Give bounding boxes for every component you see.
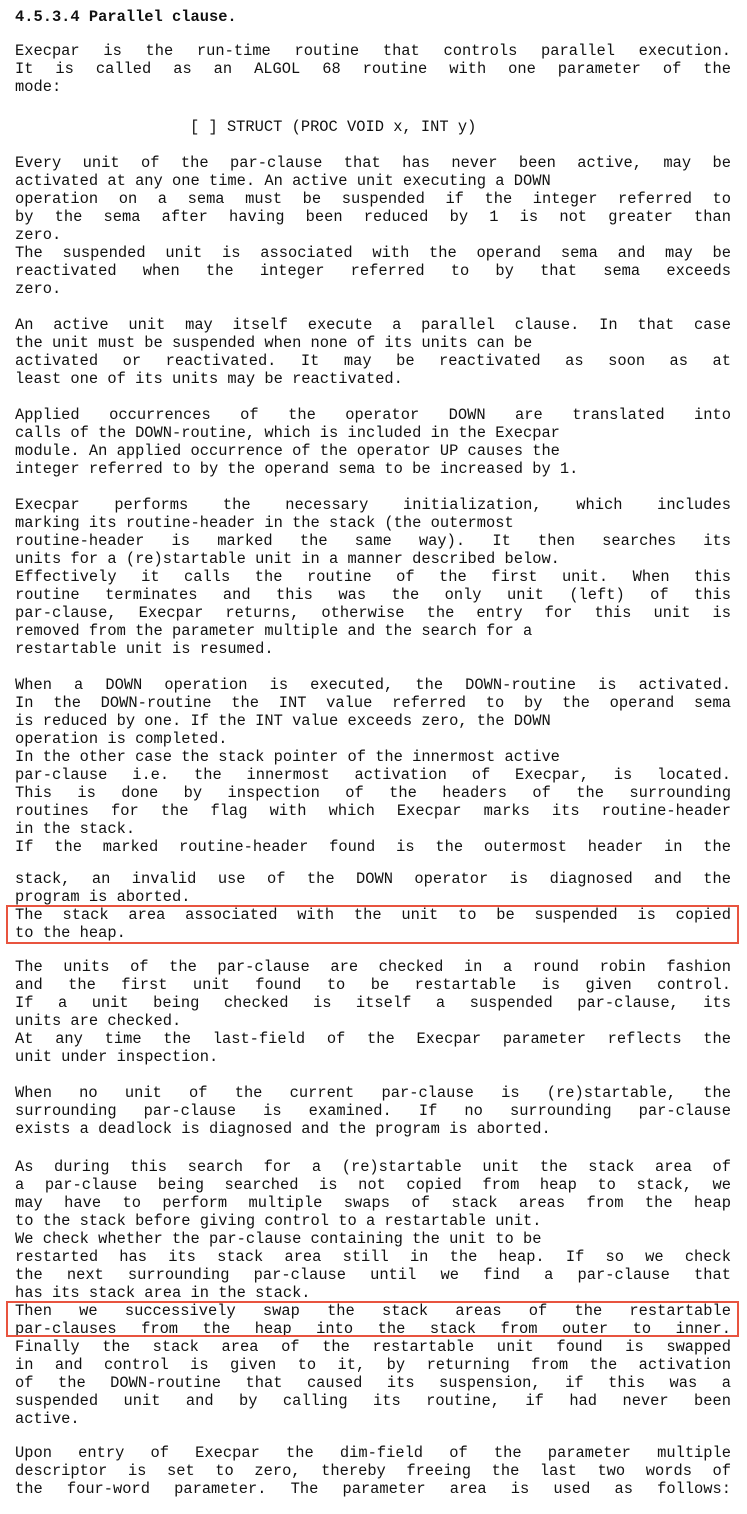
text-line: exists a deadlock is diagnosed and the program is aborted. (15, 1120, 551, 1138)
text-line: This is done by inspection of the headers of the surrounding (15, 784, 731, 802)
text-line: In the other case the stack pointer of the innermost active (15, 748, 560, 766)
highlight-box-1 (6, 905, 739, 944)
text-line: [ ] STRUCT (PROC VOID x, INT y) (190, 118, 477, 136)
text-line: program is aborted. (15, 888, 191, 906)
text-line: removed from the parameter multiple and the search for a (15, 622, 533, 640)
text-line: It is called as an ALGOL 68 routine with one parameter of the (15, 60, 731, 78)
text-line: operation is completed. (15, 730, 228, 748)
text-line: The stack area associated with the unit to be suspended is copied (15, 906, 731, 924)
text-line: routine-header is marked the same way). It then searches its (15, 532, 731, 550)
text-line: reactivated when the integer referred to by that sema exceeds (15, 262, 731, 280)
text-line: units for a (re)startable unit in a manner described below. (15, 550, 560, 568)
text-line: active. (15, 1410, 80, 1428)
text-line: Execpar performs the necessary initialization, which includes (15, 496, 731, 514)
text-line: to the heap. (15, 924, 126, 942)
text-line: integer referred to by the operand sema to be increased by 1. (15, 460, 579, 478)
text-line: may have to perform multiple swaps of stack areas from the heap (15, 1194, 731, 1212)
text-line: routines for the flag with which Execpar marks its routine-header (15, 802, 731, 820)
text-line: par-clause, Execpar returns, otherwise the entry for this unit is (15, 604, 731, 622)
text-line: marking its routine-header in the stack (the outermost (15, 514, 514, 532)
text-line: of the DOWN-routine that caused its suspension, if this was a (15, 1374, 731, 1392)
text-line: activated at any one time. An active unit executing a DOWN (15, 172, 551, 190)
text-line: zero. (15, 280, 62, 298)
text-line: the unit must be suspended when none of its units can be (15, 334, 533, 352)
section-heading: 4.5.3.4 Parallel clause. (15, 8, 237, 26)
text-line: a par-clause being searched is not copied from heap to stack, we (15, 1176, 731, 1194)
text-line: operation on a sema must be suspended if the integer referred to (15, 190, 731, 208)
text-line: zero. (15, 226, 62, 244)
text-line: units are checked. (15, 1012, 182, 1030)
text-line: At any time the last-field of the Execpar parameter reflects the (15, 1030, 731, 1048)
text-line: has its stack area in the stack. (15, 1284, 311, 1302)
text-line: Every unit of the par-clause that has never been active, may be (15, 154, 731, 172)
text-line: is reduced by one. If the INT value exceeds zero, the DOWN (15, 712, 551, 730)
text-line: calls of the DOWN-routine, which is included in the Execpar (15, 424, 560, 442)
text-line: the next surrounding par-clause until we find a par-clause that (15, 1266, 731, 1284)
text-line: descriptor is set to zero, thereby freeing the last two words of (15, 1462, 731, 1480)
text-line: When a DOWN operation is executed, the DOWN-routine is activated. (15, 676, 731, 694)
text-line: and the first unit found to be restartable is given control. (15, 976, 731, 994)
text-line: surrounding par-clause is examined. If no surrounding par-clause (15, 1102, 731, 1120)
text-line: In the DOWN-routine the INT value referred to by the operand sema (15, 694, 731, 712)
text-line: par-clause i.e. the innermost activation of Execpar, is located. (15, 766, 731, 784)
text-line: Execpar is the run-time routine that controls parallel execution. (15, 42, 731, 60)
text-line: Then we successively swap the stack areas of the restartable (15, 1302, 731, 1320)
text-line: to the stack before giving control to a restartable unit. (15, 1212, 542, 1230)
text-line: restarted has its stack area still in the heap. If so we check (15, 1248, 731, 1266)
text-line: Upon entry of Execpar the dim-field of the parameter multiple (15, 1444, 731, 1462)
text-line: unit under inspection. (15, 1048, 219, 1066)
text-line: restartable unit is resumed. (15, 640, 274, 658)
text-line: Effectively it calls the routine of the first unit. When this (15, 568, 731, 586)
text-line: mode: (15, 78, 62, 96)
text-line: We check whether the par-clause containing the unit to be (15, 1230, 542, 1248)
text-line: by the sema after having been reduced by 1 is not greater than (15, 208, 731, 226)
text-line: in and control is given to it, by returning from the activation (15, 1356, 731, 1374)
text-line: stack, an invalid use of the DOWN operator is diagnosed and the (15, 870, 731, 888)
text-line: If the marked routine-header found is the outermost header in the (15, 838, 731, 856)
highlight-box-2 (6, 1301, 739, 1337)
text-line: module. An applied occurrence of the operator UP causes the (15, 442, 560, 460)
text-line: Applied occurrences of the operator DOWN are translated into (15, 406, 731, 424)
text-line: activated or reactivated. It may be reactivated as soon as at (15, 352, 731, 370)
text-line: If a unit being checked is itself a suspended par-clause, its (15, 994, 731, 1012)
text-line: The suspended unit is associated with the operand sema and may be (15, 244, 731, 262)
text-line: least one of its units may be reactivated. (15, 370, 403, 388)
text-line: When no unit of the current par-clause is (re)startable, the (15, 1084, 731, 1102)
text-line: par-clauses from the heap into the stack from outer to inner. (15, 1320, 731, 1338)
text-line: in the stack. (15, 820, 136, 838)
text-line: the four-word parameter. The parameter area is used as follows: (15, 1480, 731, 1498)
text-line: An active unit may itself execute a parallel clause. In that case (15, 316, 731, 334)
text-line: Finally the stack area of the restartable unit found is swapped (15, 1338, 731, 1356)
text-line: routine terminates and this was the only unit (left) of this (15, 586, 731, 604)
text-line: suspended unit and by calling its routine, if had never been (15, 1392, 731, 1410)
text-line: The units of the par-clause are checked in a round robin fashion (15, 958, 731, 976)
text-line: As during this search for a (re)startable unit the stack area of (15, 1158, 731, 1176)
